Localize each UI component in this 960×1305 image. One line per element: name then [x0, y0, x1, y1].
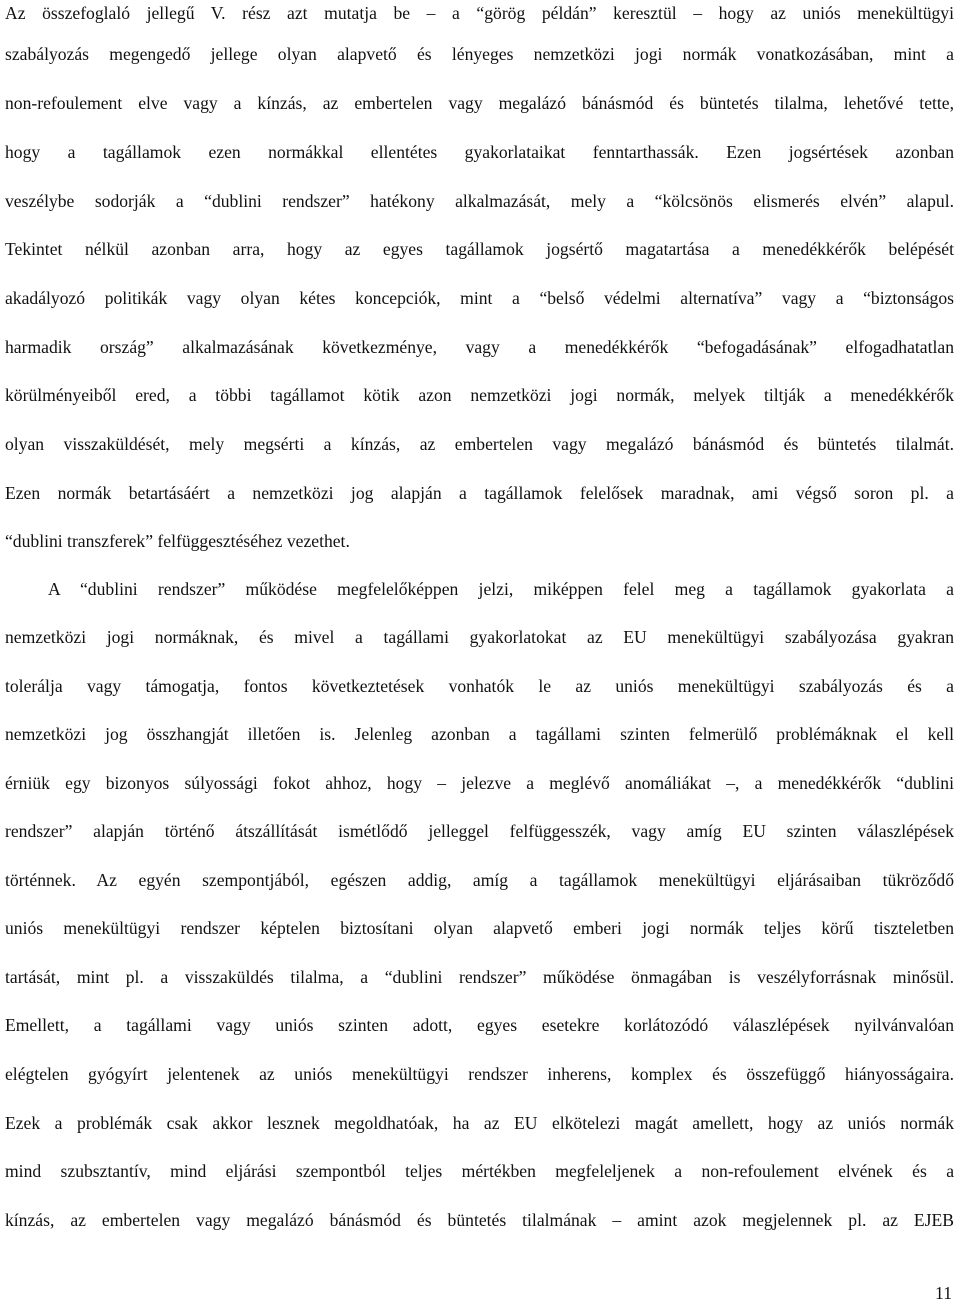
text-line: akadályozó politikák vagy olyan kétes koncepciók, mint a “belső védelmi alternatíva” vagy a “biztonságos	[5, 288, 954, 308]
text-line: történnek. Az egyén szempontjából, egészen addig, amíg a tagállamok menekültügyi eljárásaiban tükröződő	[5, 870, 954, 890]
text-line: Az összefoglaló jellegű V. rész azt mutatja be – a “görög példán” keresztül – hogy az uniós menekültügyi	[5, 3, 954, 23]
text-line: nemzetközi jogi normáknak, és mivel a tagállami gyakorlatokat az EU menekültügyi szabályozása gyakran	[5, 627, 954, 647]
page-number: 11	[935, 1283, 952, 1303]
text-line: Tekintet nélkül azonban arra, hogy az egyes tagállamok jogsértő magatartása a menedékkérők belépését	[5, 239, 954, 259]
text-line: uniós menekültügyi rendszer képtelen biztosítani olyan alapvető emberi jogi normák teljes körű tiszteletben	[5, 918, 954, 938]
text-line: Emellett, a tagállami vagy uniós szinten adott, egyes esetekre korlátozódó válaszlépések nyilvánvalóan	[5, 1015, 954, 1035]
text-line: Ezen normák betartásáért a nemzetközi jog alapján a tagállamok felelősek maradnak, ami végső soron pl. a	[5, 483, 954, 503]
text-line: non-refoulement elve vagy a kínzás, az embertelen vagy megalázó bánásmód és büntetés tilalma, lehetővé tette,	[5, 93, 954, 113]
paragraph-first-line: A “dublini rendszer” működése megfelelőképpen jelzi, miképpen felel meg a tagállamok gyakorlata a	[48, 579, 954, 599]
text-line: tolerálja vagy támogatja, fontos következtetések vonhatók le az uniós menekültügyi szabályozás és a	[5, 676, 954, 696]
text-line: rendszer” alapján történő átszállítását ismétlődő jelleggel felfüggesszék, vagy amíg EU szinten válaszlépések	[5, 821, 954, 841]
text-line: hogy a tagállamok ezen normákkal ellentétes gyakorlataikat fenntarthassák. Ezen jogsértések azonban	[5, 142, 954, 162]
text-line: kínzás, az embertelen vagy megalázó bánásmód és büntetés tilalmának – amint azok megjelennek pl. az EJEB	[5, 1210, 954, 1230]
text-line: körülményeiből ered, a többi tagállamot kötik azon nemzetközi jogi normák, melyek tiltják a menedékkérők	[5, 385, 954, 405]
text-line: olyan visszaküldését, mely megsérti a kínzás, az embertelen vagy megalázó bánásmód és büntetés tilalmát.	[5, 434, 954, 454]
text-line: mind szubsztantív, mind eljárási szempontból teljes mértékben megfeleljenek a non-refoulement elvének és a	[5, 1161, 954, 1181]
text-line: Ezek a problémák csak akkor lesznek megoldhatóak, ha az EU elkötelezi magát amellett, hogy az uniós normák	[5, 1113, 954, 1133]
text-line: szabályozás megengedő jellege olyan alapvető és lényeges nemzetközi jogi normák vonatkozásában, mint a	[5, 44, 954, 64]
text-line: elégtelen gyógyírt jelentenek az uniós menekültügyi rendszer inherens, komplex és összefüggő hiányosságaira.	[5, 1064, 954, 1084]
text-line: nemzetközi jog összhangját illetően is. Jelenleg azonban a tagállami szinten felmerülő problémáknak el kell	[5, 724, 954, 744]
paragraph-end-line: “dublini transzferek” felfüggesztéséhez vezethet.	[5, 531, 350, 551]
text-line: veszélybe sodorják a “dublini rendszer” hatékony alkalmazását, mely a “kölcsönös elismerés elvén” alapul.	[5, 191, 954, 211]
text-line: tartását, mint pl. a visszaküldés tilalma, a “dublini rendszer” működése önmagában is veszélyforrásnak minősül.	[5, 967, 954, 987]
text-line: harmadik ország” alkalmazásának következménye, vagy a menedékkérők “befogadásának” elfogadhatatlan	[5, 337, 954, 357]
text-line: érniük egy bizonyos súlyossági fokot ahhoz, hogy – jelezve a meglévő anomáliákat –, a menedékkérők “dublini	[5, 773, 954, 793]
